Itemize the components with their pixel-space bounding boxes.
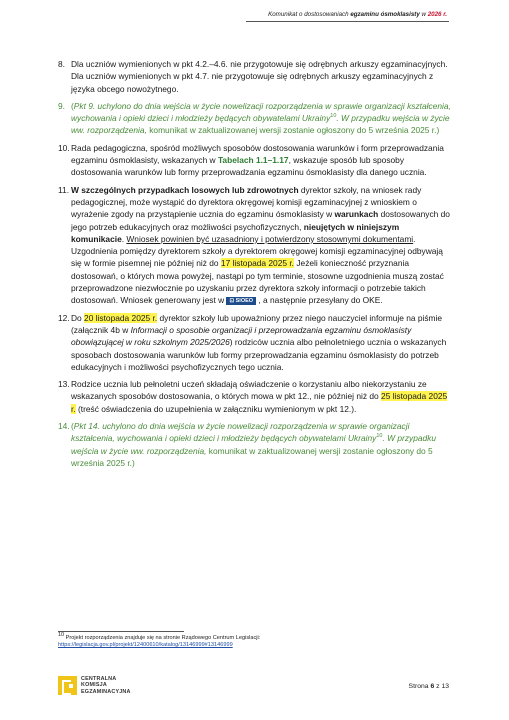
deadline-highlight: 17 listopada 2025 r. xyxy=(220,258,295,269)
item-number: 11. xyxy=(58,184,70,195)
footnote: $^{10}$ Projekt rozporządzenia znajduje się na stronie Rządowego Centrum Legislacji: https://legislacja.gov.pl/projekt/12400610/katalog/13146999#13146999 xyxy=(58,632,261,649)
document-title: Informacji o sposobie organizacji i przeprowadzania egzaminu ósmoklasisty obowiązującej w roku szkolnym 2025/2026 xyxy=(71,324,412,348)
item-number: 10. xyxy=(58,142,70,153)
running-header: Komunikat o dostosowaniach egzaminu ósmoklasisty w 2026 r. xyxy=(268,11,447,18)
item-number: 13. xyxy=(58,379,70,390)
header-rule xyxy=(246,21,449,22)
deadline-highlight: 25 listopada 2025 r. xyxy=(71,391,448,414)
item-number: 12. xyxy=(58,312,70,323)
footnote-number: 10 xyxy=(58,632,65,639)
item-text: Dla uczniów wymienionych w pkt 4.2.–4.6. nie przygotowuje się odrębnych arkuszy egzaminacyjnych. Dla uczniów wymienionych w pkt 4.7. nie przygotowuje się odrębnych arkuszy egzaminacyjnych z języka obcego nowożytnego. xyxy=(71,59,448,94)
repeal-note: Pkt 14. uchylono do dnia wejścia w życie nowelizacji rozporządzenia w sprawie organizacji kształcenia, wychowania i opieki dzieci i młodzieży będących obywatelami Ukrainy xyxy=(71,421,410,444)
cke-logo: CENTRALNA KOMISJA EGZAMINACYJNA xyxy=(58,676,131,695)
cke-logo-icon xyxy=(58,676,77,695)
item-number: 14. xyxy=(58,421,70,432)
legislation-link[interactable]: https://legislacja.gov.pl/projekt/12400610/katalog/13146999#13146999 xyxy=(58,642,233,649)
list-item-13: 13. Rodzice ucznia lub pełnoletni uczeń składają oświadczenie o korzystaniu albo niekorzystaniu ze wskazanych sposobów dostosowania, o których mowa w pkt 12., nie później niż do 25 listopada 2025 r. (treść oświadczenia do uzupełnienia w załączniku wymienionym w pkt 12.). xyxy=(58,379,448,414)
item-number: 9. xyxy=(58,100,65,111)
total-pages: 13 xyxy=(441,683,449,690)
current-page: 6 xyxy=(430,683,435,690)
footnote-ref[interactable]: 10 xyxy=(330,113,337,120)
deadline-highlight: 20 listopada 2025 r. xyxy=(84,312,158,323)
footnote-ref[interactable]: 10 xyxy=(376,433,383,440)
header-exam-name: egzaminu ósmoklasisty xyxy=(350,11,420,18)
list-item-11: 11. W szczególnych przypadkach losowych lub zdrowotnych dyrektor szkoły, na wniosek rady pedagogicznej, może wystąpić do dyrektora okręgowej komisji egzaminacyjnej z wnioskiem o wyrażenie zgody na przystąpienie ucznia do egzaminu ósmoklasisty w warunkach dostosowanych do jego potrzeb edukacyjnych oraz możliwości psychofizycznych, nieujętych w niniejszym komunikacie. Wniosek powinien być uzasadniony i potwierdzony stosownymi dokumentami. Uzgodnienia pomiędzy dyrektorem szkoły a dyrektorem okręgowej komisji egzaminacyjnej odbywają się w formie pisemnej nie później niż do 17 listopada 2025 r. Jeżeli konieczność przyznania dostosowań, o których mowa powyżej, nastąpi po tym terminie, stosowne uzgodnienia muszą zostać przeprowadzone niezwłocznie po uzyskaniu przez dyrektora szkoły informacji o potrzebie takich dostosowań. Wniosek generowany jest w ⊡ SIOEO , a następnie przesyłany do OKE. xyxy=(58,184,450,306)
header-year: 2026 r. xyxy=(427,11,447,18)
numbered-list xyxy=(58,58,451,474)
list-item-9: 9. (Pkt 9. uchylono do dnia wejścia w życie nowelizacji rozporządzenia w sprawie organizacji kształcenia, wychowania i opieki dzieci i młodzieży będących obywatelami Ukrainy$^{10}$. W przypadku wejścia w życie ww. rozporządzenia, komunikat w zaktualizowanej wersji zostanie ogłoszony do 5 września 2025 r.) xyxy=(58,100,451,136)
page-number: Strona 6 z 13 xyxy=(408,683,449,690)
list-item-8 xyxy=(58,58,451,95)
sioeo-badge[interactable]: ⊡ SIOEO xyxy=(226,297,256,305)
footnote-rule xyxy=(58,631,184,632)
underlined-requirement: Wniosek powinien być uzasadniony i potwierdzony stosownymi dokumentami xyxy=(126,233,414,244)
list-item-14: 14. (Pkt 14. uchylono do dnia wejścia w życie nowelizacji rozporządzenia w sprawie organizacji kształcenia, wychowania i opieki dzieci i młodzieży będących obywatelami Ukrainy$^{10}$. W przypadku wejścia w życie ww. rozporządzenia, komunikat w zaktualizowanej wersji zostanie ogłoszony do 5 września 2025 r.) xyxy=(58,421,437,468)
list-item-10: 10. Rada pedagogiczna, spośród możliwych sposobów dostosowania warunków i form przeprowadzania egzaminu ósmoklasisty, wskazanych w Tabelach 1.1–1.17, wskazuje sposób lub sposoby dostosowania warunków lub formy przeprowadzania egzaminu ósmoklasisty dla danego ucznia. xyxy=(58,142,444,178)
repeal-note: Pkt 9. uchylono do dnia wejścia w życie nowelizacji rozporządzenia w sprawie organizacji kształcenia, wychowania i opieki dzieci i młodzieży będących obywatelami Ukrainy xyxy=(71,100,451,124)
emphasis-special-cases: W szczególnych przypadkach losowych lub zdrowotnych xyxy=(71,184,299,195)
tables-reference: Tabelach 1.1–1.17 xyxy=(217,155,289,166)
item-number: 8. xyxy=(58,59,65,69)
list-item-12: 12. Do 20 listopada 2025 r. dyrektor szkoły lub upoważniony przez niego nauczyciel informuje na piśmie (załącznik 4b w Informacji o sposobie organizacji i przeprowadzania egzaminu ósmoklasisty obowiązującej w roku szkolnym 2025/2026) rodziców ucznia albo pełnoletniego ucznia o wskazanych sposobach dostosowania warunków lub formy przeprowadzania egzaminu ósmoklasisty do potrzeb edukacyjnych i możliwości psychofizycznych tego ucznia. xyxy=(58,312,447,372)
